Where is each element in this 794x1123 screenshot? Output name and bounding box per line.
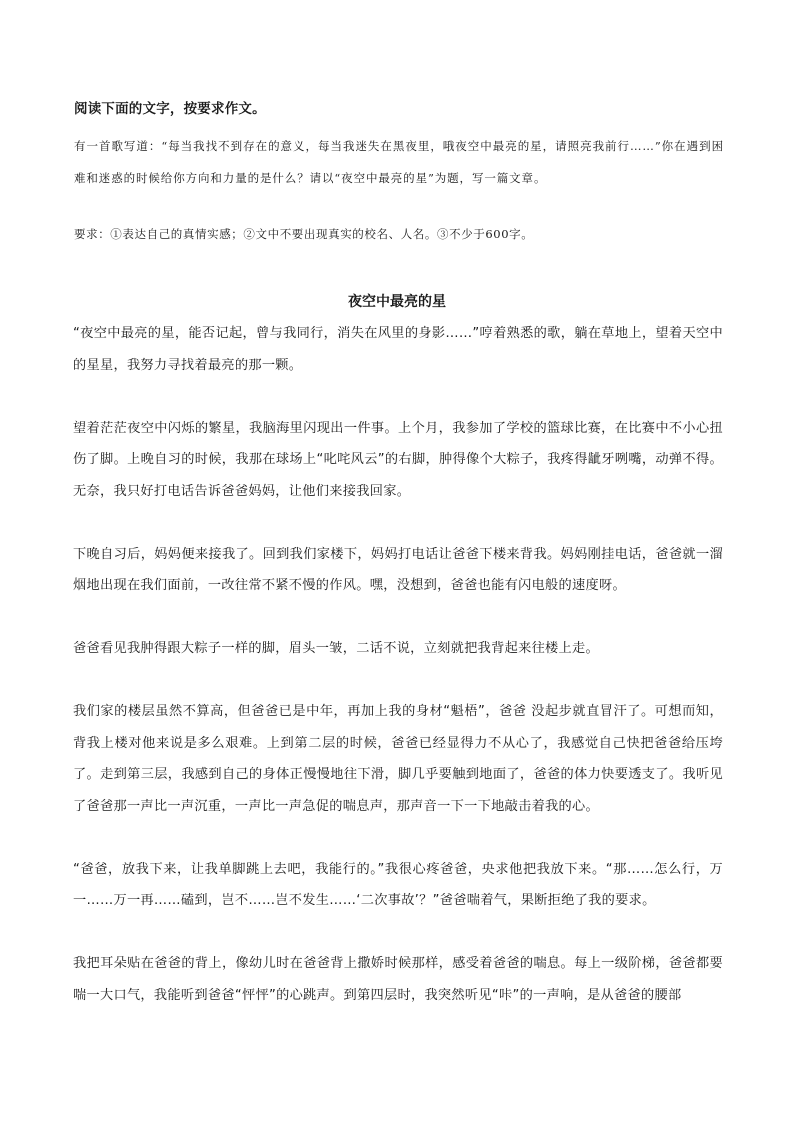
essay-paragraph: 我们家的楼层虽然不算高，但爸爸已是中年，再加上我的身材“魁梧”，爸爸 没起步就直冒汗了。可想而知，背我上楼对他来说是多么艰难。上到第二层的时候，爸爸已经显得力不从心了，我感觉自己快把爸爸给压垮了。走到第三层，我感到自己的身体正慢慢地往下滑，脚几乎要触到地面了，爸爸的体力快要透支了。我听见了爸爸那一声比一声沉重，一声比一声急促的喘息声，那声音一下一下地敲击着我的心。 <box>73 704 723 814</box>
writing-prompt: 有一首歌写道：“每当我找不到存在的意义，每当我迷失在黑夜里，哦夜空中最亮的星，请照亮我前行……”你在遇到困难和迷惑的时候给你方向和力量的是什么？请以“夜空中最亮的星”为题，写一篇文章。 <box>74 139 724 185</box>
requirements: 要求：①表达自己的真情实感；②文中不要出现真实的校名、人名。③不少于600字。 <box>74 227 534 241</box>
essay-body <box>73 318 723 1011</box>
essay-paragraph: “夜空中最亮的星，能否记起，曾与我同行，消失在风里的身影……”哼着熟悉的歌，躺在草地上，望着天空中的星星，我努力寻找着最亮的那一颗。 <box>73 326 723 373</box>
essay-paragraph: “爸爸，放我下来，让我单脚跳上去吧，我能行的。”我很心疼爸爸，央求他把我放下来。“那……怎么行，万一……万一再……磕到，岂不……岂不发生……‘二次事故’？”爸爸喘着气，果断拒绝了我的要求。 <box>73 861 723 908</box>
essay-paragraph: 爸爸看见我肿得跟大粽子一样的脚，眉头一皱，二话不说，立刻就把我背起来往楼上走。 <box>73 641 600 656</box>
essay-paragraph: 望着茫茫夜空中闪烁的繁星，我脑海里闪现出一件事。上个月，我参加了学校的篮球比赛，在比赛中不小心扭伤了脚。上晚自习的时候，我那在球场上“叱咤风云”的右脚，肿得像个大粽子，我疼得龇牙咧嘴，动弹不得。无奈，我只好打电话告诉爸爸妈妈，让他们来接我回家。 <box>73 420 723 499</box>
essay-paragraph: 我把耳朵贴在爸爸的背上，像幼儿时在爸爸背上撒娇时候那样，感受着爸爸的喘息。每上一级阶梯，爸爸都要喘一大口气，我能听到爸爸“怦怦”的心跳声。到第四层时，我突然听见“咔”的一声响，是从爸爸的腰部 <box>73 956 723 1003</box>
essay-title: 夜空中最亮的星 <box>348 294 446 310</box>
instruction-heading: 阅读下面的文字，按要求作文。 <box>74 101 266 117</box>
essay-paragraph: 下晚自习后，妈妈便来接我了。回到我们家楼下，妈妈打电话让爸爸下楼来背我。妈妈刚挂电话，爸爸就一溜烟地出现在我们面前，一改往常不紧不慢的作风。嘿，没想到，爸爸也能有闪电般的速度呀。 <box>73 546 723 593</box>
